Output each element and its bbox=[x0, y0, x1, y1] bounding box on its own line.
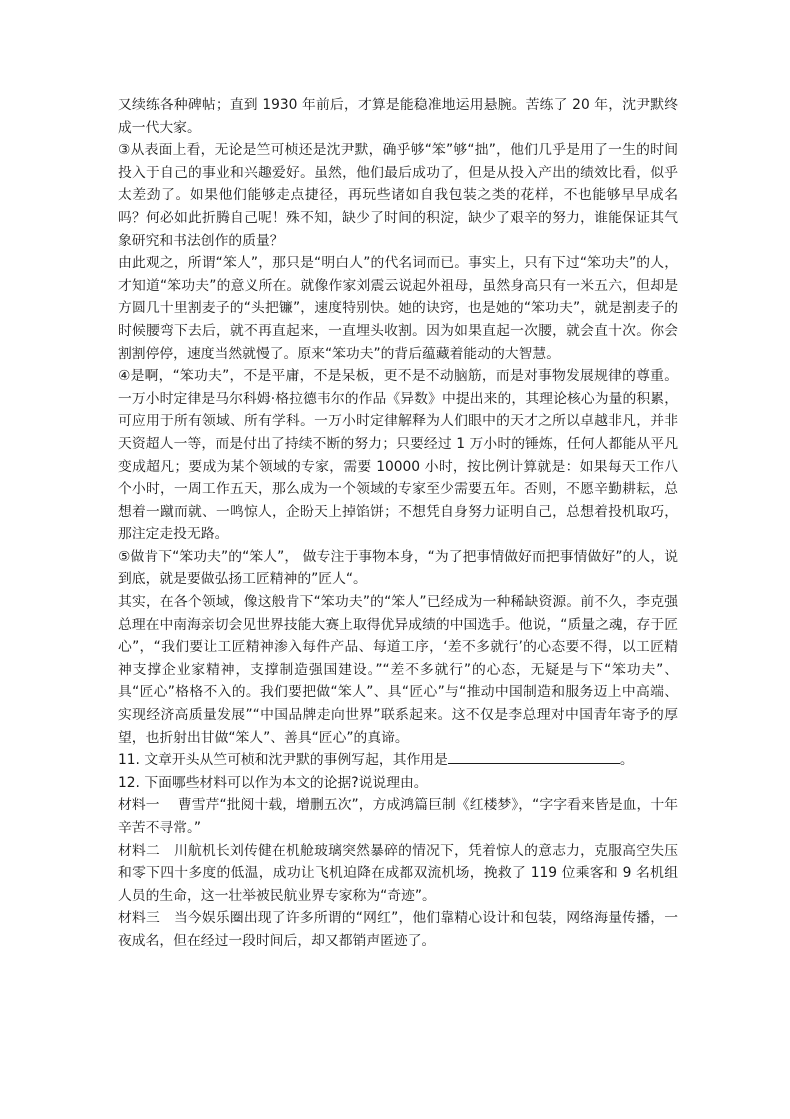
question-11-end: 。 bbox=[619, 752, 634, 769]
question-11-text: 11. 文章开头从竺可桢和沈尹默的事例写起，其作用是 bbox=[118, 752, 448, 769]
paragraph-5-continued: 其实，在各个领域，像这般肯下“笨功夫”的“笨人”已经成为一种稀缺资源。前不久，李克强总理在中南海亲切会见世界技能大赛上取得优异成绩的中国选手。他说，“质量之魂，存于匠心”，“我们要让工匠精神渗入每件产品、每道工序，‘差不多就行’的心态要不得，以工匠精神支撑企业家精神，支撑制造强国建设。”“差不多就行”的心态，无疑是与下“笨功夫”、具“匠心”格格不入的。我们要把做“笨人”、具“匠心”与“推动中国制造和服务迈上中高端、实现经济高质量发展”“中国品牌走向世界”联系起来。这不仅是李总理对中国青年寄予的厚望，也折射出甘做“笨人”、善具“匠心”的真谛。 bbox=[118, 594, 678, 746]
paragraph-4: ④是啊，“笨功夫”，不是平庸，不是呆板，更不是不动脑筋，而是对事物发展规律的尊重。一万小时定律是马尔科姆·格拉德韦尔的作品《异数》中提出来的，其理论核心为量的积累，可应用于所有领域、所有学科。一万小时定律解释为人们眼中的天才之所以卓越非凡，并非天资超人一等，而是付出了持续不断的努力；只要经过 1 万小时的锤炼，任何人都能从平凡变成超凡；要成为某个领域的专家，需要 10000 小时，按比例计算就是：如果每天工作八个小时，一周工作五天，那么成为一个领域的专家至少需要五年。否则，不愿辛勤耕耘，总想着一蹴而就、一鸣惊人，企盼天上掉馅饼；不想凭自身努力证明自己，总想着投机取巧，那注定走投无路。 bbox=[118, 368, 678, 543]
question-11 bbox=[118, 749, 678, 772]
material-1: 材料一 曹雪芹“批阅十载，增删五次”，方成鸿篇巨制《红楼梦》，“字字看来皆是血，十年辛苦不寻常。” bbox=[118, 797, 678, 836]
answer-blank[interactable] bbox=[448, 749, 620, 764]
paragraph-3-continued: 由此观之，所谓“笨人”，那只是“明白人”的代名词而已。事实上，只有下过“笨功夫”的人，才知道“笨功夫”的意义所在。就像作家刘震云说起外祖母，虽然身高只有一米五六，但却是方圆几十里割麦子的“头把镰”，速度特别快。她的诀窍，也是她的“笨功夫”，就是割麦子的时候腰弯下去后，就不再直起来，一直埋头收割。因为如果直起一次腰，就会直十次。你会割割停停，速度当然就慢了。原来“笨功夫”的背后蕴藏着能动的大智慧。 bbox=[118, 255, 678, 362]
paragraph-intro-tail: 又续练各种碑帖；直到 1930 年前后，才算是能稳准地运用悬腕。苦练了 20 年，沈尹默终成一代大家。 bbox=[118, 97, 678, 136]
paragraph-3: ③从表面上看，无论是竺可桢还是沈尹默，确乎够“笨”够“拙”，他们几乎是用了一生的时间投入于自己的事业和兴趣爱好。虽然，他们最后成功了，但是从投入产出的绩效比看，似乎太差劲了。如果他们能够走点捷径，再玩些诸如自我包装之类的花样，不也能够早早成名吗？何必如此折腾自己呢！殊不知，缺少了时间的积淀，缺少了艰辛的努力，谁能保证其气象研究和书法创作的质量？ bbox=[118, 142, 678, 249]
material-3: 材料三 当今娱乐圈出现了许多所谓的“网红”，他们靠精心设计和包装，网络海量传播，一夜成名，但在经过一段时间后，却又都销声匿迹了。 bbox=[118, 910, 678, 949]
material-2: 材料二 川航机长刘传健在机舱玻璃突然暴碎的情况下，凭着惊人的意志力，克服高空失压和零下四十多度的低温，成功让飞机迫降在成都双流机场，挽救了 119 位乘客和 9 名机组人员的生命，这一壮举被民航业界专家称为“奇迹”。 bbox=[118, 842, 678, 904]
question-12: 12. 下面哪些材料可以作为本文的论据?说说理由。 bbox=[118, 774, 428, 791]
paragraph-5: ⑤做肯下“笨功夫”的“笨人”， 做专注于事物本身，“为了把事情做好而把事情做好”的人，说到底，就是要做弘扬工匠精神的”匠人“。 bbox=[118, 548, 678, 588]
document-body bbox=[118, 94, 678, 953]
